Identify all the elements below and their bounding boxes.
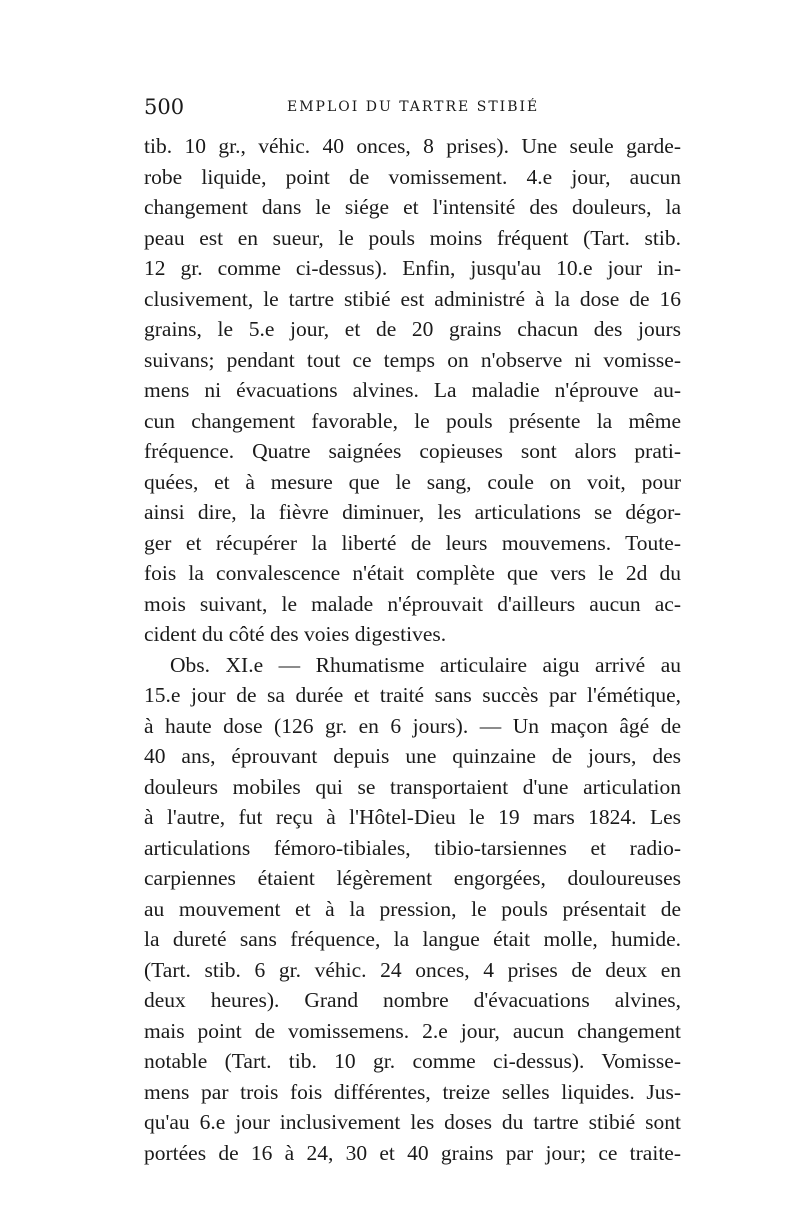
text-line: grains, le 5.e jour, et de 20 grains chacun des jours <box>144 317 681 341</box>
text-line: mois suivant, le malade n'éprouvait d'ailleurs aucun ac- <box>144 591 681 616</box>
text-line: ainsi dire, la fièvre diminuer, les articulations se dégor- <box>144 500 681 524</box>
text-line: douleurs mobiles qui se transportaient d'une articulation <box>144 774 681 799</box>
text-line: 40 ans, éprouvant depuis une quinzaine de jours, des <box>144 744 681 768</box>
text-line: changement dans le siége et l'intensité des douleurs, la <box>144 195 681 219</box>
page-number: 500 <box>144 95 185 119</box>
text-line: portées de 16 à 24, 30 et 40 grains par jour; ce traite- <box>144 1140 681 1165</box>
text-line: cident du côté des voies digestives. <box>144 622 447 646</box>
running-title: EMPLOI DU TARTRE STIBIÉ <box>287 99 540 115</box>
text-line: 15.e jour de sa durée et traité sans succès par l'émétique, <box>144 683 681 707</box>
text-line: à haute dose (126 gr. en 6 jours). — Un maçon âgé de <box>144 713 681 738</box>
text-line: deux heures). Grand nombre d'évacuations alvines, <box>144 988 681 1012</box>
text-line: articulations fémoro-tibiales, tibio-tarsiennes et radio- <box>144 835 681 860</box>
text-line: fréquence. Quatre saignées copieuses sont alors prati- <box>144 439 681 463</box>
text-line: peau est en sueur, le pouls moins fréquent (Tart. stib. <box>144 225 681 250</box>
text-line: clusivement, le tartre stibié est administré à la dose de 16 <box>144 286 681 311</box>
text-line: qu'au 6.e jour inclusivement les doses du tartre stibié sont <box>144 1110 681 1134</box>
text-line: cun changement favorable, le pouls présente la même <box>144 408 681 433</box>
text-line: la dureté sans fréquence, la langue était molle, humide. <box>144 927 681 951</box>
text-line: notable (Tart. tib. 10 gr. comme ci-dessus). Vomisse- <box>144 1049 681 1073</box>
text-line: ger et récupérer la liberté de leurs mouvemens. Toute- <box>144 530 681 555</box>
observation-heading: Obs. XI.e — Rhumatisme articulaire aigu arrivé au <box>170 652 681 677</box>
text-line: tib. 10 gr., véhic. 40 onces, 8 prises). Une seule garde- <box>144 134 681 158</box>
page-header <box>144 92 679 122</box>
text-line: quées, et à mesure que le sang, coule on voit, pour <box>144 469 681 494</box>
text-line: suivans; pendant tout ce temps on n'observe ni vomisse- <box>144 347 681 372</box>
text-line: à l'autre, fut reçu à l'Hôtel-Dieu le 19 mars 1824. Les <box>144 805 681 829</box>
text-line: 12 gr. comme ci-dessus). Enfin, jusqu'au 10.e jour in- <box>144 256 681 280</box>
text-line: mens par trois fois différentes, treize selles liquides. Jus- <box>144 1079 681 1104</box>
body-text <box>144 131 681 1168</box>
text-line: mens ni évacuations alvines. La maladie n'éprouve au- <box>144 378 681 402</box>
text-line: mais point de vomissemens. 2.e jour, aucun changement <box>144 1018 681 1043</box>
text-line: au mouvement et à la pression, le pouls présentait de <box>144 896 681 921</box>
text-line: (Tart. stib. 6 gr. véhic. 24 onces, 4 prises de deux en <box>144 957 681 982</box>
text-line: robe liquide, point de vomissement. 4.e jour, aucun <box>144 164 681 189</box>
text-line: fois la convalescence n'était complète que vers le 2d du <box>144 561 681 585</box>
text-line: carpiennes étaient légèrement engorgées, douloureuses <box>144 866 681 890</box>
